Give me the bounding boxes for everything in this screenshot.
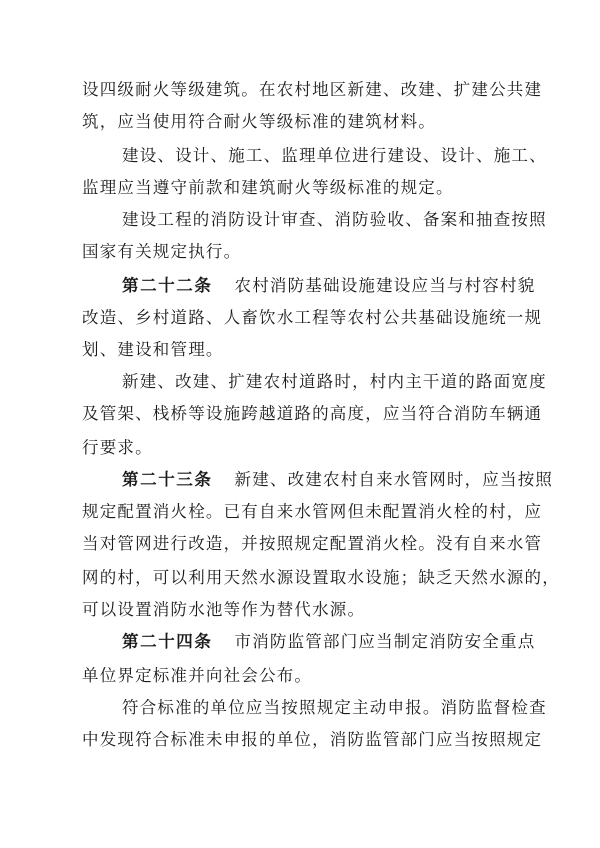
- article-text: 农村消防基础设施建设应当与村容村貌: [234, 276, 536, 295]
- article-24-line: [122, 632, 536, 652]
- text-line: 改造、乡村道路、人畜饮水工程等农村公共基础设施统一规: [82, 308, 543, 327]
- text-line: 单位界定标准并向社会公布。: [82, 666, 313, 685]
- paragraph-start: 符合标准的单位应当按照规定主动申报。消防监督检查: [122, 698, 547, 717]
- text-line: 行要求。: [82, 438, 153, 457]
- text-line: 网的村，可以利用天然水源设置取水设施；缺乏天然水源的，: [82, 568, 560, 587]
- paragraph-start: 新建、改建、扩建农村道路时，村内主干道的路面宽度: [122, 372, 547, 391]
- text-line: 可以设置消防水池等作为替代水源。: [82, 600, 366, 619]
- article-heading: 第二十二条: [122, 276, 213, 295]
- text-line: 划、建设和管理。: [82, 340, 224, 359]
- text-line: 设四级耐火等级建筑。在农村地区新建、改建、扩建公共建: [82, 80, 543, 99]
- article-text: 新建、改建农村自来水管网时，应当按照: [234, 470, 554, 489]
- text-line: 国家有关规定执行。: [82, 242, 242, 261]
- article-text: 市消防监管部门应当制定消防安全重点: [234, 632, 536, 651]
- text-line: 规定配置消火栓。已有自来水管网但未配置消火栓的村，应: [82, 502, 543, 521]
- article-heading: 第二十三条: [122, 470, 213, 489]
- text-line: 及管架、栈桥等设施跨越道路的高度，应当符合消防车辆通: [82, 404, 543, 423]
- text-line: 监理应当遵守前款和建筑耐火等级标准的规定。: [82, 178, 454, 197]
- text-line: 筑，应当使用符合耐火等级标准的建筑材料。: [82, 112, 436, 131]
- paragraph-start: 建设工程的消防设计审查、消防验收、备案和抽查按照: [122, 210, 547, 229]
- article-22-line: [122, 276, 536, 296]
- text-line: 当对管网进行改造，并按照规定配置消火栓。没有自来水管: [82, 534, 543, 553]
- text-line: 中发现符合标准未申报的单位，消防监管部门应当按照规定: [82, 730, 543, 749]
- article-23-line: [122, 470, 554, 490]
- article-heading: 第二十四条: [122, 632, 213, 651]
- paragraph-start: 建设、设计、施工、监理单位进行建设、设计、施工、: [122, 146, 547, 165]
